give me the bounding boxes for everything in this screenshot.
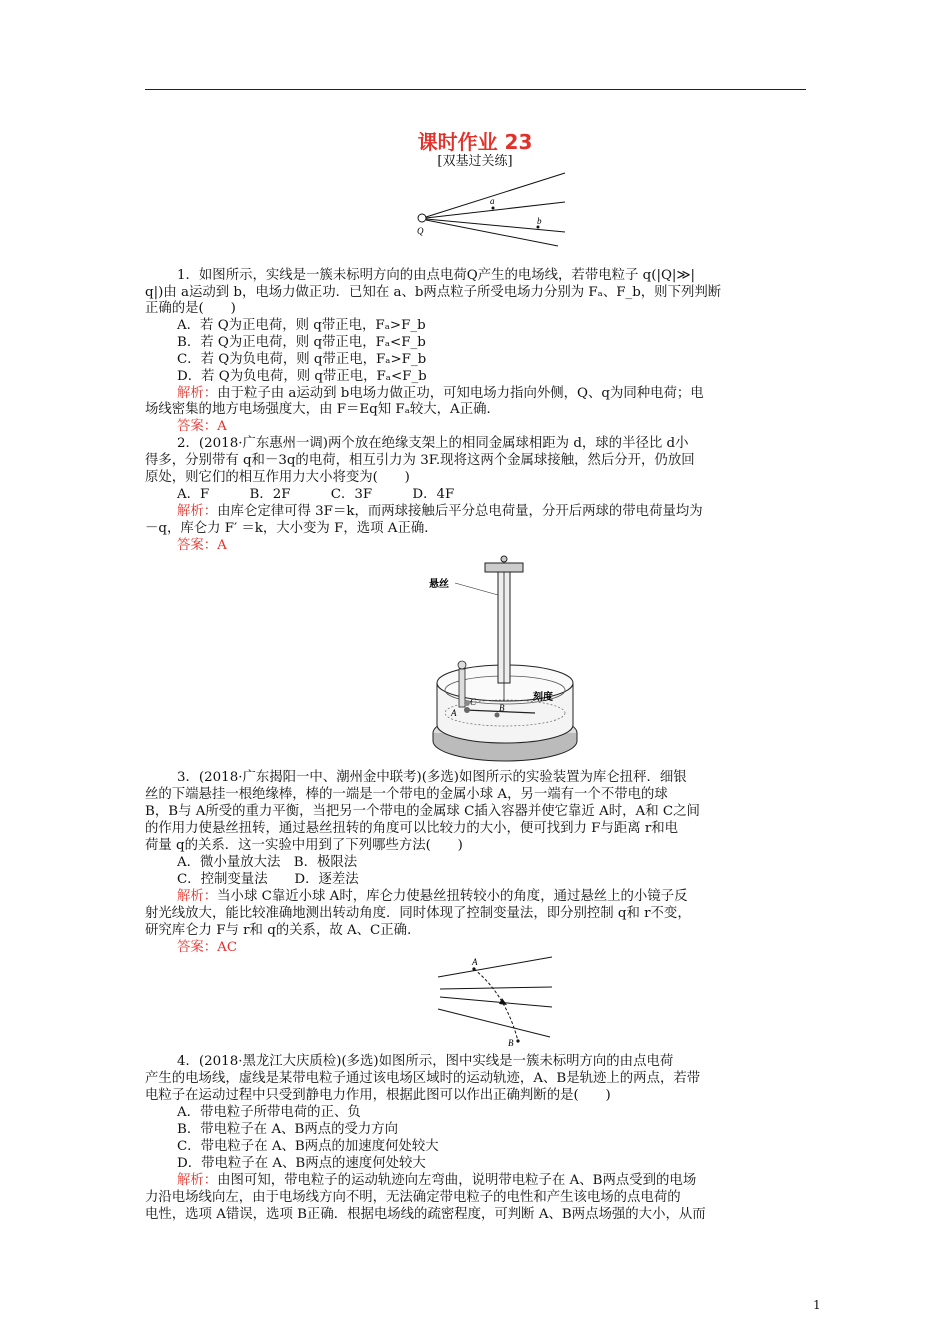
q3-answer: 答案：AC xyxy=(177,940,238,955)
q4-option-c: C．带电粒子在 A、B两点的加速度何处较大 xyxy=(177,1139,439,1154)
point-a-dot xyxy=(492,207,495,210)
label-ball-a: A xyxy=(451,708,457,718)
label-q: Q xyxy=(417,226,424,236)
q2-stem-line: 得多，分别带有 q和－3q的电荷，相互引力为 3F.现将这两个金属球接触，然后分开，仍放回 xyxy=(145,453,695,468)
label-ball-c: C xyxy=(470,697,477,707)
q3-stem-line: 的作用力使悬丝扭转，通过悬丝扭转的角度可以比较力的大小，便可找到力 F与距离 r和电 xyxy=(145,821,679,836)
q1-option-c: C．若 Q为负电荷，则 q带正电，Fₐ>F_b xyxy=(177,352,427,367)
q4-option-d: D．带电粒子在 A、B两点的速度何处较大 xyxy=(177,1156,426,1171)
q4-stem-line: 电粒子在运动过程中只受到静电力作用，根据此图可以作出正确判断的是( ) xyxy=(145,1088,611,1103)
q3-options-line: A．微小量放大法 B．极限法 xyxy=(177,855,358,870)
label-a: A xyxy=(472,957,478,967)
field-lines-figure-1 xyxy=(408,168,568,248)
q3-stem-line: 3．(2018·广东揭阳一中、潮州金中联考)(多选)如图所示的实验装置为库仑扭秤．细银 xyxy=(177,770,687,785)
q1-stem-line: q|)由 a运动到 b，电场力做正功．已知在 a、b两点粒子所受电场力分别为 Fₐ、F_b，则下列判断 xyxy=(145,285,722,300)
q1-stem-line: 1．如图所示，实线是一簇未标明方向的由点电荷Q产生的电场线，若带电粒子 q(|Q|≫| xyxy=(177,268,695,283)
q1-answer: 答案：A xyxy=(177,419,227,434)
q2-stem-line: 原处，则它们的相互作用力大小将变为( ) xyxy=(145,470,410,485)
page-number: 1 xyxy=(813,1298,821,1312)
analysis-label: 解析： xyxy=(177,889,218,904)
q3-stem-line: 丝的下端悬挂一根绝缘棒，棒的一端是一个带电的金属小球 A，另一端有一个不带电的球 xyxy=(145,787,668,802)
analysis-label: 解析： xyxy=(177,386,218,401)
q1-option-b: B．若 Q为正电荷，则 q带正电，Fₐ<F_b xyxy=(177,335,426,350)
q1-option-d: D．若 Q为负电荷，则 q带正电，Fₐ<F_b xyxy=(177,369,427,384)
q3-analysis-line: 研究库仑力 F与 r和 q的关系，故 A、C正确． xyxy=(145,923,421,938)
torsion-balance-figure xyxy=(425,553,585,763)
q3-options-line: C．控制变量法 D．逐差法 xyxy=(177,872,359,887)
q2-options: A．F B．2F C．3F D．4F xyxy=(177,487,455,502)
q1-analysis-line: 场线密集的地方电场强度大，由 F＝Eq知 Fₐ较大，A正确． xyxy=(145,402,500,417)
q3-stem-line: B，B与 A所受的重力平衡，当把另一个带电的金属球 C插入容器并使它靠近 A时，A和 C之间 xyxy=(145,804,700,819)
analysis-label: 解析： xyxy=(177,1173,218,1188)
q4-analysis-line: 解析：由图可知，带电粒子的运动轨迹向左弯曲，说明带电粒子在 A、B两点受到的电场 xyxy=(177,1173,697,1188)
q1-option-a: A．若 Q为正电荷，则 q带正电，Fₐ>F_b xyxy=(177,318,426,333)
q4-analysis-line: 电性，选项 A错误，选项 B正确．根据电场线的疏密程度，可判断 A、B两点场强的大小，从而 xyxy=(145,1207,706,1222)
q3-stem-line: 荷量 q的关系．这一实验中用到了下列哪些方法( ) xyxy=(145,838,463,853)
analysis-label: 解析： xyxy=(177,504,218,519)
label-thread: 悬丝 xyxy=(429,579,449,590)
q2-analysis-line: 解析：由库仑定律可得 3F＝k，而两球接触后平分总电荷量，分开后两球的带电荷量均为 xyxy=(177,504,703,519)
charge-q-circle xyxy=(418,214,426,222)
label-b: b xyxy=(537,216,542,226)
label-ball-b: B xyxy=(499,703,505,713)
q4-analysis-line: 力沿电场线向左，由于电场线方向不明，无法确定带电粒子的电性和产生该电场的点电荷的 xyxy=(145,1190,681,1205)
label-scale: 刻度 xyxy=(533,692,553,703)
q4-stem-line: 产生的电场线，虚线是某带电粒子通过该电场区域时的运动轨迹，A、B是轨迹上的两点，若带 xyxy=(145,1071,701,1086)
label-a: a xyxy=(490,196,495,206)
q2-stem-line: 2．(2018·广东惠州一调)两个放在绝缘支架上的相同金属球相距为 d，球的半径比 d小 xyxy=(177,436,689,451)
q3-analysis-line: 解析：当小球 C靠近小球 A时，库仑力使悬丝扭转较小的角度，通过悬丝上的小镜子反 xyxy=(177,889,688,904)
q1-analysis-line: 解析：由于粒子由 a运动到 b电场力做正功，可知电场力指向外侧，Q、q为同种电荷；电 xyxy=(177,386,704,401)
q1-stem-line: 正确的是( ) xyxy=(145,301,236,316)
q3-analysis-line: 射光线放大，能比较准确地测出转动角度．同时体现了控制变量法，即分别控制 q和 r不变， xyxy=(145,906,691,921)
field-lines-figure-2 xyxy=(436,955,556,1047)
field-line xyxy=(426,219,565,232)
q2-analysis-line: －q，库仑力 F′ ＝k，大小变为 F，选项 A正确． xyxy=(145,521,438,536)
q4-stem-line: 4．(2018·黑龙江大庆质检)(多选)如图所示，图中实线是一簇未标明方向的由点电荷 xyxy=(177,1054,674,1069)
page-subtitle: [双基过关练] xyxy=(437,154,513,169)
q2-answer: 答案：A xyxy=(177,538,227,553)
q4-option-b: B．带电粒子在 A、B两点的受力方向 xyxy=(177,1122,399,1137)
q4-option-a: A．带电粒子所带电荷的正、负 xyxy=(177,1105,361,1120)
page-title: 课时作业 23 xyxy=(417,130,533,154)
header-rule xyxy=(145,89,806,90)
label-b: B xyxy=(508,1038,514,1047)
